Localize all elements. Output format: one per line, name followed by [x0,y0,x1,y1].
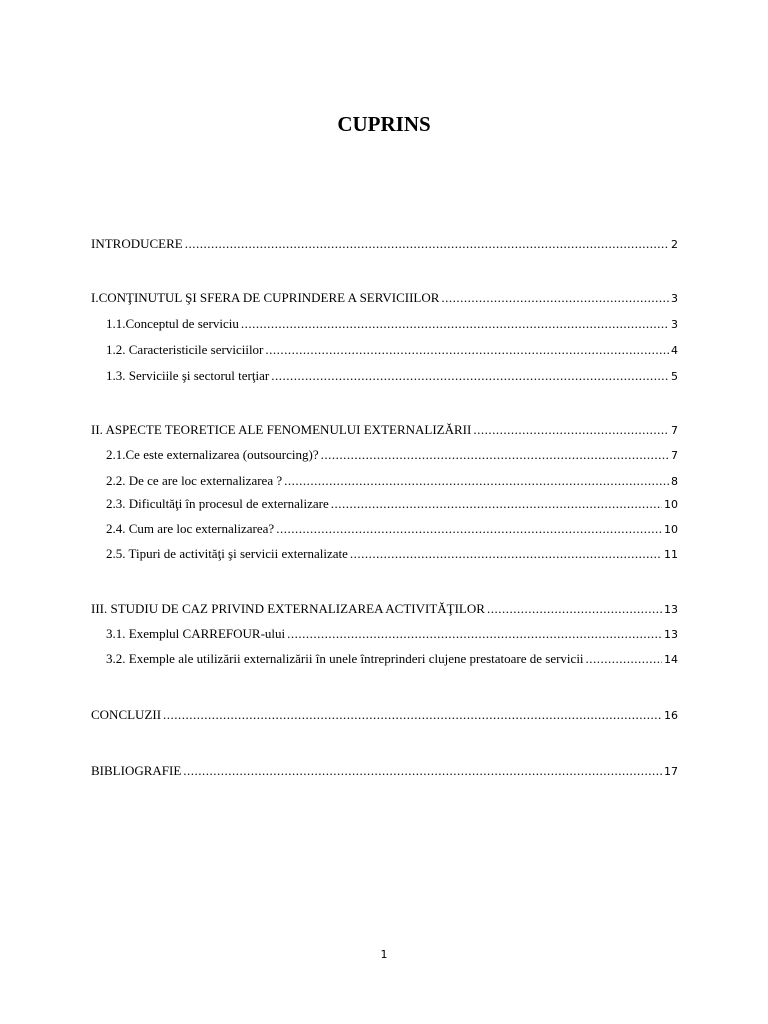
toc-entry-page: 14 [664,653,678,666]
page-title: CUPRINS [337,112,431,136]
toc-entry-label: 3.2. Exemple ale utilizării externalizării în unele întreprinderi clujene prestatoare de servicii [106,651,584,666]
toc-entry-label: INTRODUCERE [91,236,183,251]
toc-entry-label: BIBLIOGRAFIE [91,763,182,778]
toc-leader-dots [241,316,669,332]
toc-entry-2-2[interactable] [106,473,678,493]
toc-entry-1-3[interactable] [106,368,678,388]
toc-leader-dots [287,626,662,642]
toc-leader-dots [487,601,662,617]
toc-entry-chapter-2[interactable] [91,422,678,442]
toc-entry-page: 10 [664,523,678,536]
toc-entry-chapter-3[interactable] [91,601,678,621]
toc-entry-introducere[interactable] [91,236,678,256]
toc-entry-2-5[interactable] [106,546,678,566]
toc-entry-2-3[interactable] [106,496,678,516]
toc-leader-dots [183,763,662,779]
toc-entry-label: 2.5. Tipuri de activităţi şi servicii externalizate [106,546,348,561]
toc-leader-dots [331,496,662,512]
toc-leader-dots [276,521,662,537]
toc-entry-label: 3.1. Exemplul CARREFOUR-ului [106,626,286,641]
toc-entry-label: 1.2. Caracteristicile serviciilor [106,342,264,357]
toc-entry-page: 5 [671,370,678,383]
toc-leader-dots [350,546,662,562]
toc-entry-label: 2.3. Dificultăţi în procesul de externalizare [106,496,329,511]
toc-entry-label: 1.1.Conceptul de serviciu [106,316,239,331]
toc-entry-label: 1.3. Serviciile şi sectorul terţiar [106,368,270,383]
toc-leader-dots [163,707,662,723]
toc-entry-page: 10 [664,498,678,511]
toc-entry-label: 2.1.Ce este externalizarea (outsourcing)? [106,447,319,462]
toc-entry-page: 13 [664,603,678,616]
toc-entry-page: 17 [664,765,678,778]
toc-entry-label: 2.4. Cum are loc externalizarea? [106,521,275,536]
toc-entry-2-4[interactable] [106,521,678,541]
toc-leader-dots [284,473,669,489]
toc-entry-page: 3 [671,292,678,305]
toc-entry-page: 7 [671,424,678,437]
toc-entry-page: 8 [671,475,678,488]
toc-entry-label: II. ASPECTE TEORETICE ALE FENOMENULUI EXTERNALIZĂRII [91,422,472,437]
toc-leader-dots [441,290,669,306]
toc-leader-dots [321,447,669,463]
toc-leader-dots [265,342,669,358]
toc-leader-dots [185,236,669,252]
toc-entry-page: 13 [664,628,678,641]
toc-entry-page: 3 [671,318,678,331]
toc-entry-label: 2.2. De ce are loc externalizarea ? [106,473,283,488]
toc-entry-chapter-1[interactable] [91,290,678,310]
toc-entry-2-1[interactable] [106,447,678,467]
toc-entry-label: III. STUDIU DE CAZ PRIVIND EXTERNALIZAREA ACTIVITĂŢILOR [91,601,485,616]
page-number: 1 [380,948,388,961]
toc-entry-page: 2 [671,238,678,251]
toc-entry-page: 16 [664,709,678,722]
toc-entry-label: I.CONŢINUTUL ŞI SFERA DE CUPRINDERE A SERVICIILOR [91,290,440,305]
toc-entry-page: 7 [671,449,678,462]
toc-entry-concluzii[interactable] [91,707,678,727]
toc-entry-page: 11 [664,548,678,561]
toc-entry-bibliografie[interactable] [91,763,678,783]
toc-entry-1-2[interactable] [106,342,678,362]
toc-leader-dots [473,422,669,438]
toc-entry-1-1[interactable] [106,316,678,336]
toc-entry-3-2[interactable] [106,651,678,671]
toc-leader-dots [271,368,669,384]
toc-leader-dots [586,651,662,667]
toc-entry-page: 4 [671,344,678,357]
toc-entry-3-1[interactable] [106,626,678,646]
toc-entry-label: CONCLUZII [91,707,162,722]
